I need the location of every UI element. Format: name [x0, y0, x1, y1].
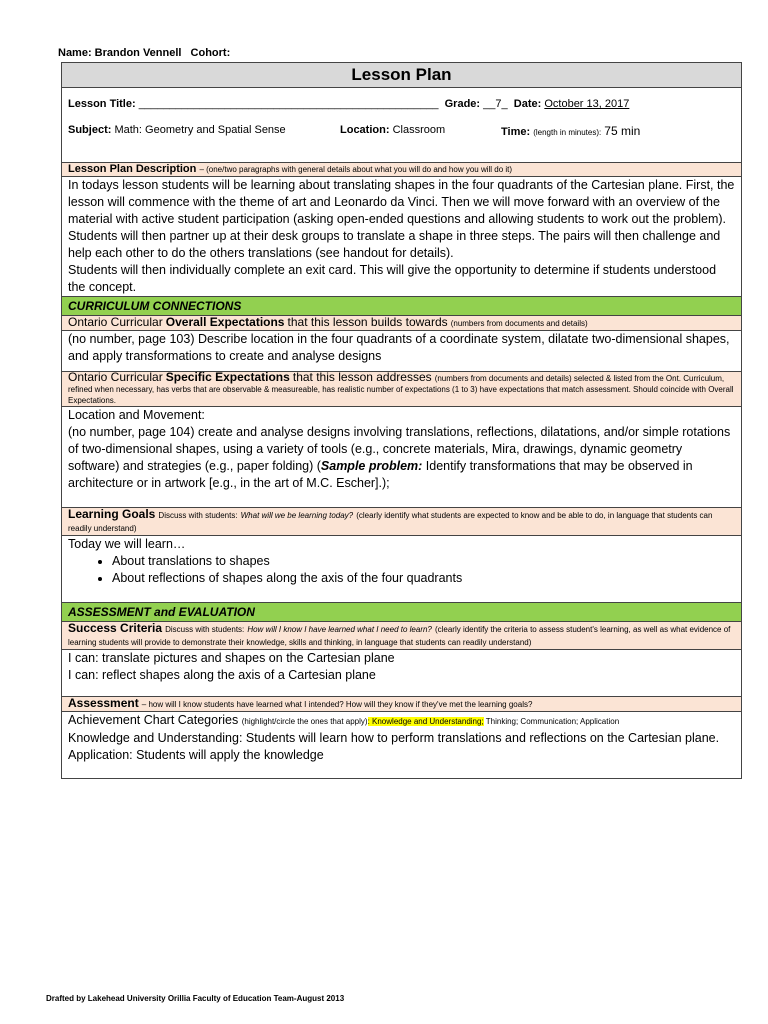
overall-suffix: that this lesson builds towards [287, 315, 448, 329]
header-line [58, 47, 236, 59]
assessment-heading [62, 697, 742, 712]
description-paragraph: In todays lesson students will be learning about translating shapes in the four quadrants of the Cartesian plane. First, the lesson will commence with the theme of art and Leonardo da Vinci. Then we will move forward with an overview of the material with active student participation (asking open-ended questions and allowing students to work out the problem). [68, 178, 735, 226]
specific-note: (numbers from documents and details) selected & listed from the Ont. Curriculum, refined when necessary, has verbs that are observable & measureable, has realistic number of expectations (1 to 3) have expectations that match assessment. Should coincide with Overall Expectations. [68, 374, 734, 405]
description-paragraph: Students will then partner up at their desk groups to translate a shape in three steps. The pairs will then challenge and help each other to do the others translations (see handout for details). [68, 229, 721, 260]
grade-value: __7_ [483, 98, 508, 110]
chart-note: (highlight/circle the ones that apply) [241, 717, 368, 726]
overall-expectations-heading [62, 316, 742, 331]
date-label: Date: [513, 98, 542, 110]
success-note-rest: (clearly identify the criteria to assess student's learning, as well as what evidence of learning students will provide to demonstrate their knowledge, skills and thinking, in language that students can readily understand) [68, 625, 731, 647]
lesson-title-label: Lesson Title: [68, 98, 136, 110]
description-heading-cell [62, 163, 742, 177]
specific-text [68, 424, 735, 492]
learning-goals-title: Learning Goals [68, 507, 156, 521]
overall-bold: Overall Expectations [165, 315, 285, 329]
lesson-plan-table [61, 62, 742, 779]
overall-prefix: Ontario Curricular [68, 315, 163, 329]
description-paragraph: Students will then individually complete an exit card. This will give the opportunity to determine if students understood the concept. [68, 263, 717, 294]
location-label: Location: [340, 124, 390, 136]
success-item: I can: translate pictures and shapes on the Cartesian plane [68, 651, 395, 665]
specific-bold: Specific Expectations [165, 370, 290, 384]
chart-label: Achievement Chart Categories [68, 713, 239, 727]
subject-label: Subject: [68, 124, 112, 136]
specific-text-italic: Sample problem: [320, 459, 423, 473]
specific-text-after: Identify transformations that may be observed in architecture or in artwork [e.g., in the art of M.C. Escher].); [68, 459, 693, 490]
assessment-title: Assessment [68, 696, 139, 710]
curriculum-heading: CURRICULUM CONNECTIONS [62, 297, 742, 316]
success-criteria-body [62, 650, 742, 697]
time-value: 75 min [604, 124, 641, 138]
list-item: • About reflections of shapes along the axis of the four quadrants [112, 570, 735, 587]
overall-note: (numbers from documents and details) [450, 319, 588, 328]
chart-rest: Thinking; Communication; Application [483, 717, 620, 726]
cohort-label: Cohort: [190, 47, 231, 59]
assessment-body [62, 712, 742, 779]
specific-suffix: that this lesson addresses [292, 370, 432, 384]
learning-goals-note: Discuss with students: [158, 511, 238, 520]
page-title: Lesson Plan [62, 63, 742, 88]
specific-expectations-body [62, 407, 742, 508]
learning-goals-list [68, 553, 735, 587]
assessment-note: – how will I know students have learned what I intended? How will they know if they've met the learning goals? [141, 700, 533, 709]
learning-goals-note-rest: (clearly identify what students are expected to know and be able to do, in language that students can readily understand) [68, 511, 713, 533]
time-label: Time: [501, 126, 531, 138]
success-criteria-title: Success Criteria [68, 621, 163, 635]
description-heading: Lesson Plan Description [68, 163, 197, 175]
learning-goals-intro: Today we will learn… [68, 537, 186, 551]
date-value: October 13, 2017 [544, 98, 630, 110]
name-label: Name: Brandon Vennell [58, 47, 182, 59]
info-row-1 [68, 98, 735, 110]
success-item: I can: reflect shapes along the axis of a Cartesian plane [68, 668, 376, 682]
success-question: How will I know I have learned what I need to learn? [247, 625, 432, 634]
description-note: – (one/two paragraphs with general details about what you will do and how you will do it) [199, 165, 513, 174]
grade-label: Grade: [444, 98, 481, 110]
footer: Drafted by Lakehead University Orillia Faculty of Education Team-August 2013 [46, 994, 345, 1003]
learning-goals-body [62, 536, 742, 603]
subject-value: Math: Geometry and Spatial Sense [114, 124, 286, 136]
learning-goals-heading [62, 508, 742, 536]
location-value: Classroom [392, 124, 446, 136]
lesson-info [62, 88, 742, 163]
specific-subheading: Location and Movement: [68, 408, 205, 422]
overall-expectations-body: (no number, page 103) Describe location in the four quadrants of a coordinate system, dilatate two-dimensional shapes, and apply transformations to create and analyse designs [62, 331, 742, 372]
time-note: (length in minutes): [533, 128, 602, 137]
application-text: Application: Students will apply the knowledge [68, 748, 324, 762]
success-criteria-heading [62, 622, 742, 650]
knowledge-text: Knowledge and Understanding: Students will learn how to perform translations and reflections on the Cartesian plane. [68, 731, 720, 745]
success-note: Discuss with students: [165, 625, 245, 634]
learning-goals-question: What will we be learning today? [240, 511, 354, 520]
lesson-title-value: _________________________________________________ [138, 98, 439, 110]
achievement-chart-line [68, 712, 735, 730]
description-body [62, 177, 742, 297]
specific-expectations-heading [62, 372, 742, 407]
list-item: • About translations to shapes [112, 553, 735, 570]
assessment-evaluation-heading: ASSESSMENT and EVALUATION [62, 603, 742, 622]
chart-highlight: : Knowledge and Understanding; [367, 717, 484, 726]
specific-prefix: Ontario Curricular [68, 370, 163, 384]
specific-text-before: (no number, page 104) create and analyse designs involving translations, reflections, dilatations, and/or simple rotations of two-dimensional shapes, using a variety of tools (e.g., concrete materials, Mira, drawings, dynamic geometry software) and strategies (e.g., paper folding) ( [68, 425, 731, 473]
